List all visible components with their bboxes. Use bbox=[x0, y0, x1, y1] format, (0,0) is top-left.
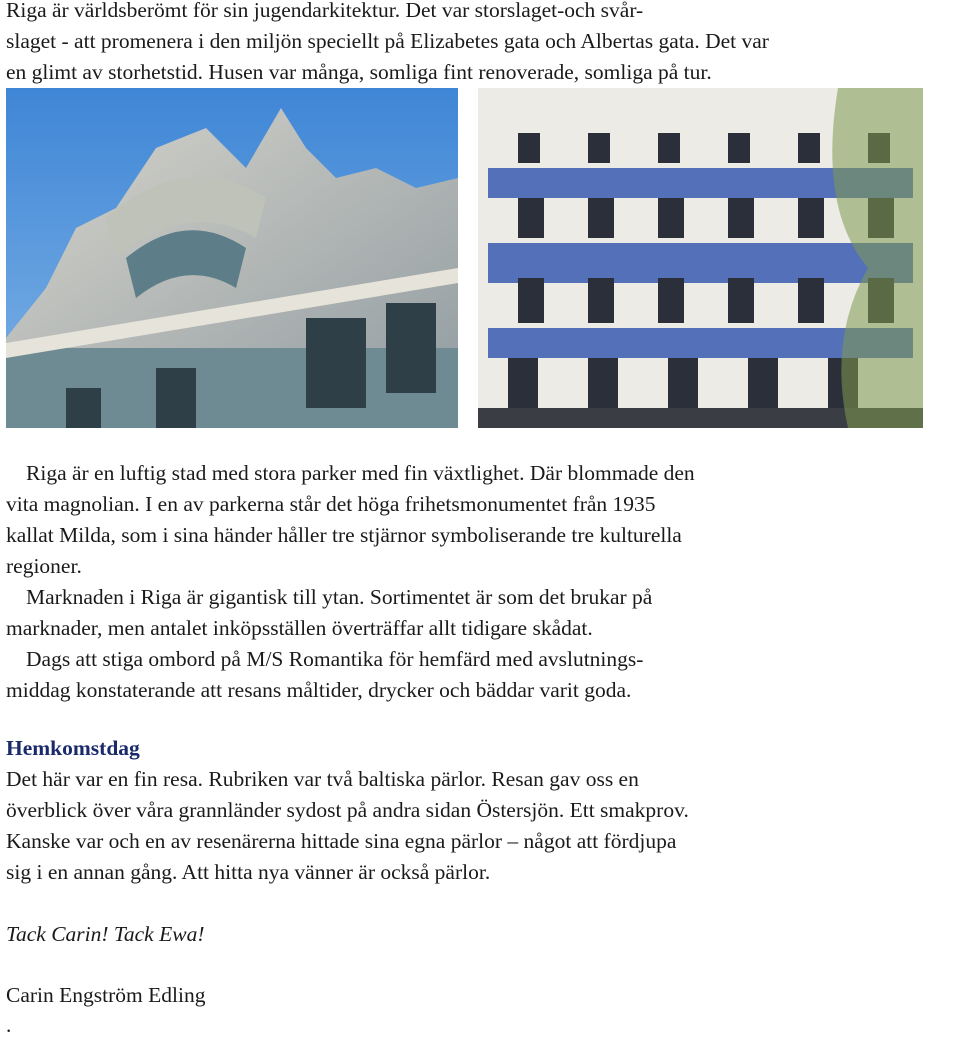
riga-line-1: Riga är en luftig stad med stora parker med fin växtlighet. Där blommade den bbox=[26, 461, 695, 485]
riga-paragraph bbox=[6, 458, 951, 582]
intro-line-1: Riga är världsberömt för sin jugendarkitektur. Det var storslaget-och svår- bbox=[6, 0, 644, 22]
riga-line-3: kallat Milda, som i sina händer håller tre stjärnor symboliserande tre kulturella bbox=[6, 523, 682, 547]
homecoming-line-2: överblick över våra grannländer sydost på andra sidan Östersjön. Ett smakprov. bbox=[6, 798, 689, 822]
intro-line-2: slaget - att promenera i den miljön speciellt på Elizabetes gata och Albertas gata. Det var bbox=[6, 29, 769, 53]
intro-paragraph bbox=[6, 0, 951, 88]
thanks-line: Tack Carin! Tack Ewa! bbox=[6, 922, 205, 946]
homecoming-line-3: Kanske var och en av resenärerna hittade sina egna pärlor – något att fördjupa bbox=[6, 829, 677, 853]
homecoming-line-4: sig i en annan gång. Att hitta nya vänner är också pärlor. bbox=[6, 860, 491, 884]
photo-blue-white-facade bbox=[478, 88, 923, 428]
section-heading: Hemkomstdag bbox=[6, 736, 140, 760]
market-line-1: Marknaden i Riga är gigantisk till ytan. Sortimentet är som det brukar på bbox=[26, 585, 653, 609]
photo-art-nouveau-facade bbox=[6, 88, 458, 428]
departure-line-2: middag konstaterande att resans måltider, drycker och bäddar varit goda. bbox=[6, 678, 632, 702]
departure-line-1: Dags att stiga ombord på M/S Romantika för hemfärd med avslutnings- bbox=[26, 647, 644, 671]
trailing-dot: . bbox=[6, 1013, 12, 1037]
riga-line-4: regioner. bbox=[6, 554, 82, 578]
homecoming-line-1: Det här var en fin resa. Rubriken var två baltiska pärlor. Resan gav oss en bbox=[6, 767, 639, 791]
intro-line-3: en glimt av storhetstid. Husen var många, somliga fint renoverade, somliga på tur. bbox=[6, 60, 712, 84]
market-line-2: marknader, men antalet inköpsställen överträffar allt tidigare skådat. bbox=[6, 616, 593, 640]
riga-line-2: vita magnolian. I en av parkerna står det höga frihetsmonumentet från 1935 bbox=[6, 492, 656, 516]
homecoming-paragraph bbox=[6, 764, 951, 888]
signature: Carin Engström Edling bbox=[6, 983, 206, 1007]
market-paragraph bbox=[6, 582, 951, 644]
departure-paragraph bbox=[6, 644, 951, 706]
